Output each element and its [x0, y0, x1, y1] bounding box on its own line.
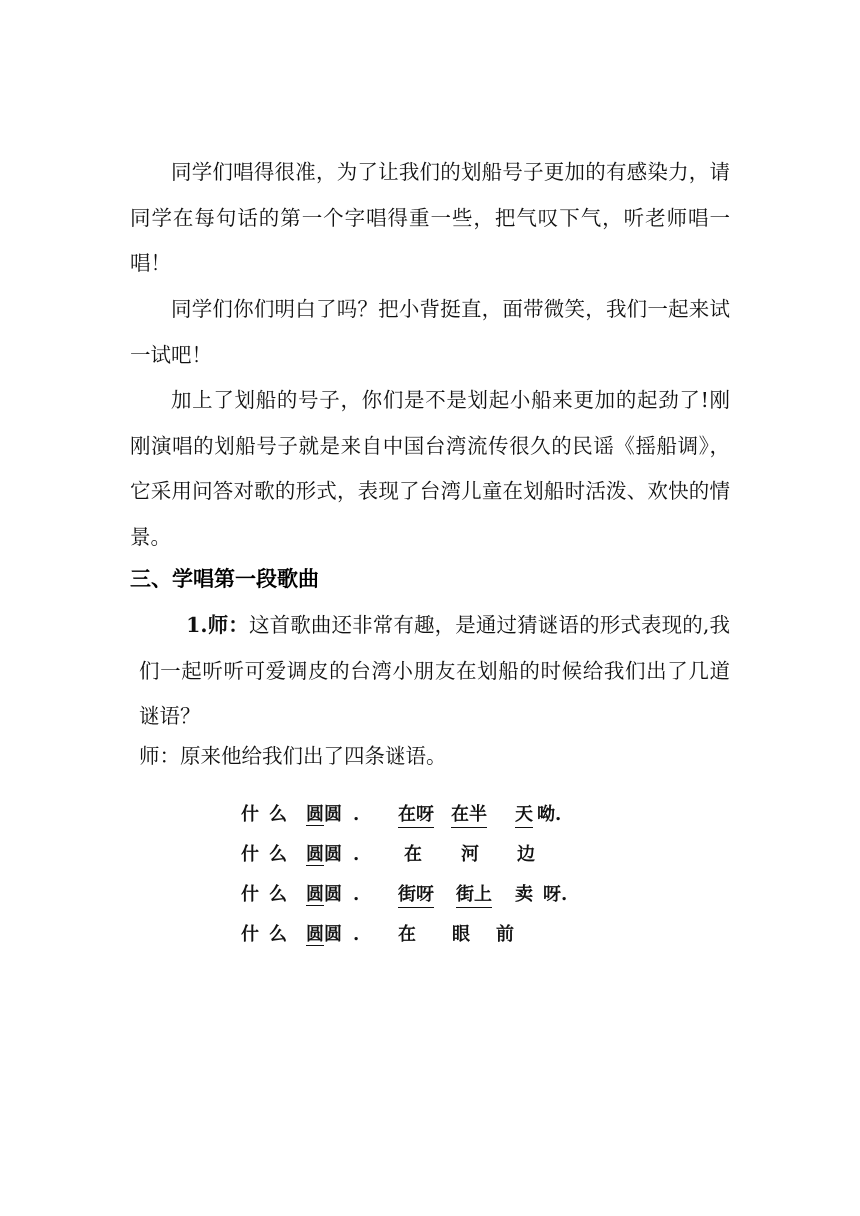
lyric-yuan-group: [306, 803, 342, 827]
lyric-word-underlined: 在呀: [398, 803, 434, 828]
lyric-word: 河: [461, 844, 479, 865]
lyric-word: 呀.: [543, 884, 568, 905]
lyric-char: 圆: [324, 804, 342, 825]
lyric-dot: .: [353, 844, 360, 865]
lyric-char: 么: [269, 924, 287, 945]
lyric-char: 什: [241, 844, 259, 865]
lyric-yuan-group: [306, 843, 342, 867]
lyric-word: 在: [398, 924, 416, 945]
lyric-char-underlined: 圆: [306, 844, 324, 865]
lyric-word-underlined: 天: [515, 803, 533, 828]
lyric-word: 卖: [515, 884, 533, 905]
lyric-word: 呦.: [537, 804, 562, 825]
lyric-char: 圆: [324, 924, 342, 945]
lyric-char: 么: [269, 804, 287, 825]
lyric-word-underlined: 街上: [456, 883, 492, 908]
lyric-word: 前: [496, 924, 514, 945]
paragraph-2: 同学们你们明白了吗？把小背挺直，面带微笑，我们一起来试一试吧！: [130, 297, 730, 367]
lyric-word-underlined: 街呀: [398, 883, 434, 908]
paragraph-3: 加上了划船的号子，你们是不是划起小船来更加的起劲了!刚刚演唱的划船号子就是来自中国台湾流传很久的民谣《摇船调》，它采用问答对歌的形式，表现了台湾儿童在划船时活泼、欢快的情景。: [130, 388, 730, 549]
question-text: 这首歌曲还非常有趣，是通过猜谜语的形式表现的,我们一起听听可爱调皮的台湾小朋友在划船的时候给我们出了几道谜语？: [139, 613, 731, 728]
lyric-char-underlined: 圆: [306, 884, 324, 905]
lyric-char: 么: [269, 844, 287, 865]
lyric-char: 什: [241, 884, 259, 905]
lyric-char: 什: [241, 804, 259, 825]
section-heading: 三、学唱第一段歌曲: [130, 567, 319, 591]
lyric-word: 边: [517, 844, 535, 865]
lyric-char-underlined: 圆: [306, 924, 324, 945]
lyric-char: 圆: [324, 884, 342, 905]
lyric-char: 么: [269, 884, 287, 905]
lyric-yuan-group: [306, 883, 342, 907]
paragraph-1: 同学们唱得很准，为了让我们的划船号子更加的有感染力，请同学在每句话的第一个字唱得重一些，把气叹下气，听老师唱一唱！: [130, 160, 730, 275]
lyric-char: 圆: [324, 844, 342, 865]
lyric-dot: .: [353, 924, 360, 945]
lyric-word: 眼: [452, 924, 470, 945]
question-paragraph: [139, 603, 730, 740]
lyric-dot: .: [353, 884, 360, 905]
lyric-dot: .: [353, 804, 360, 825]
lyric-yuan-group: [306, 923, 342, 947]
lyric-word: 在: [404, 844, 422, 865]
lyric-word-underlined: 在半: [451, 803, 487, 828]
question-lead: 1.师：: [186, 613, 249, 637]
answer-line: 师：原来他给我们出了四条谜语。: [139, 744, 447, 768]
lyric-char-underlined: 圆: [306, 804, 324, 825]
lyric-char: 什: [241, 924, 259, 945]
